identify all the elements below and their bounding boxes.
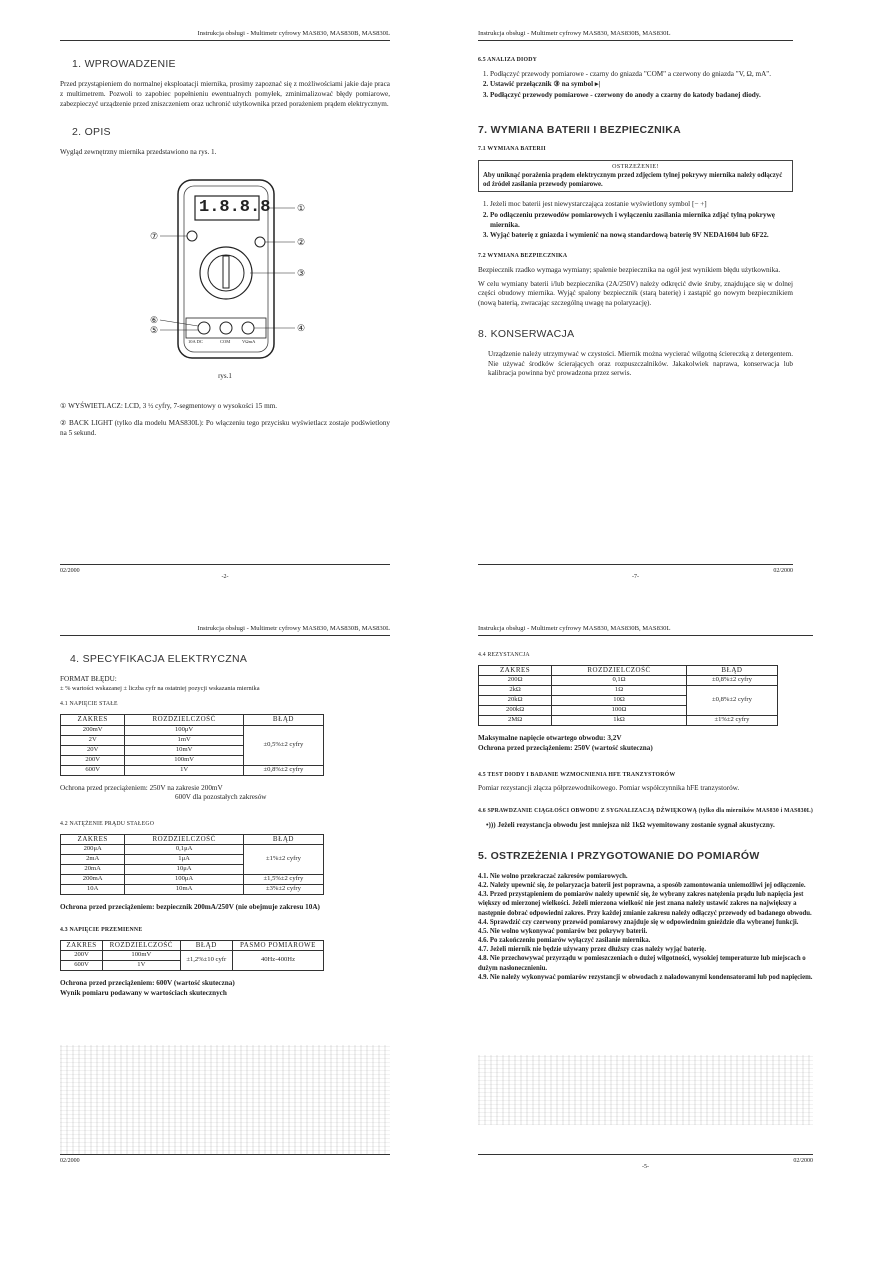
callout-4: ④	[297, 323, 306, 334]
section-title: 1. WPROWADZENIE	[72, 57, 176, 70]
page-footer	[478, 1154, 813, 1170]
warning-box	[478, 160, 793, 192]
list-item: 4.9. Nie należy wykonywać pomiarów rezystancji w obwodach z naładowanymi kondensatorami lub pod napięciem.	[478, 973, 813, 981]
callout-6: ⑥	[150, 315, 159, 326]
cell: 100mV	[125, 755, 244, 765]
subsection-title: 4.3 NAPIĘCIE PRZEMIENNE	[60, 927, 143, 934]
cell: ±1,2%±10 cyfr	[180, 951, 232, 971]
steps-list	[478, 70, 793, 101]
section-title: 4. SPECYFIKACJA ELEKTRYCZNA	[70, 652, 248, 665]
page-footer	[60, 564, 390, 580]
list-item: 2. Po odłączeniu przewodów pomiarowych i wyłączeniu zasilania miernika zdjąć tylną pokrywę miernika.	[490, 211, 793, 230]
cell: 100μV	[125, 725, 244, 735]
cell: ±0,8%±2 cyfry	[686, 676, 777, 686]
cell: 10mA	[125, 885, 244, 895]
paragraph: Wygląd zewnętrzny miernika przedstawiono na rys. 1.	[60, 148, 217, 157]
cell: 600V	[61, 765, 125, 775]
note: Ochrona przed przeciążeniem: 250V (wartość skuteczna)	[478, 743, 653, 752]
cell: 1μA	[125, 855, 244, 865]
col-header: ROZDZIELCZOŚĆ	[103, 940, 181, 950]
section-title: 5. OSTRZEŻENIA I PRZYGOTOWANIE DO POMIARÓW	[478, 849, 760, 862]
page-number: -5-	[642, 1163, 649, 1170]
list-item: 4.2. Należy upewnić się, że polaryzacja baterii jest poprawna, a sposób zamontowania uniemożliwi jej odłączenie.	[478, 881, 806, 889]
table-row	[61, 951, 324, 961]
cell: 2V	[61, 735, 125, 745]
page-header: Instrukcja obsługi - Multimetr cyfrowy MAS830, MAS830B, MAS830L	[60, 30, 390, 41]
page-header: Instrukcja obsługi - Multimetr cyfrowy MAS830, MAS830B, MAS830L	[60, 625, 390, 636]
lcd-readout: 1.8.8.8	[199, 198, 271, 218]
cell: ±0,8%±2 cyfry	[243, 765, 323, 775]
scan-noise	[60, 1045, 390, 1155]
note: Ochrona przed przeciążeniem: 250V na zakresie 200mV	[60, 783, 223, 792]
table-row	[61, 725, 324, 735]
cell: 20mA	[61, 865, 125, 875]
spec-table-acv	[60, 940, 324, 971]
paragraph	[60, 402, 390, 412]
table-row	[61, 885, 324, 895]
note: 600V dla pozostałych zakresów	[175, 793, 267, 802]
footer-date: 02/2000	[793, 1157, 813, 1164]
callout-1: ①	[297, 203, 306, 214]
cell: 1kΩ	[552, 716, 687, 726]
col-header: ZAKRES	[61, 940, 103, 950]
warning-title: OSTRZEŻENIE!	[612, 163, 659, 170]
list-item: 4.5. Nie wolno wykonywać pomiarów bez pokrywy baterii.	[478, 927, 648, 935]
col-header: ROZDZIELCZOŚĆ	[125, 715, 244, 725]
cell: 100Ω	[552, 706, 687, 716]
cell: 200mV	[61, 725, 125, 735]
paragraph: Przed przystąpieniem do normalnej eksploatacji miernika, prosimy zapoznać się z możliwościami jakie daje praca z multimetrem. Pozwoli to zapobiec popełnieniu ewentualnych pomyłek, zminimalizować błędy pomiarowe, zabezpieczyć urządzenie przed zniszczeniem oraz uchronić użytkownika przed porażeniem prądem elektrycznym.	[60, 80, 390, 108]
subsection-title: 7.1 WYMIANA BATERII	[478, 146, 546, 153]
subsection-title: 4.2 NATĘŻENIE PRĄDU STAŁEGO	[60, 821, 155, 828]
figure-caption: rys.1	[218, 372, 232, 381]
list-item: 4.4. Sprawdzić czy czerwony przewód pomiarowy znajduje się w odpowiednim gnieździe dla wybranej funkcji.	[478, 918, 799, 926]
col-header: PASMO POMIAROWE	[232, 940, 323, 950]
cell: 10Ω	[552, 696, 687, 706]
page-2	[60, 30, 391, 580]
col-header: ZAKRES	[479, 665, 552, 675]
cell: 200kΩ	[479, 706, 552, 716]
cell: 10μA	[125, 865, 244, 875]
list-item: 4.7. Jeżeli miernik nie będzie używany przez dłuższy czas należy wyjąć baterię.	[478, 946, 707, 954]
footer-date: 02/2000	[60, 567, 80, 574]
col-header: ROZDZIELCZOŚĆ	[552, 665, 687, 675]
list-item: 4.6. Po zakończeniu pomiarów wyłączyć zasilanie miernika.	[478, 937, 651, 945]
table-row	[479, 676, 778, 686]
col-header: BŁĄD	[243, 834, 323, 844]
cell: ±1%±2 cyfry	[243, 845, 323, 875]
col-header: BŁĄD	[243, 715, 323, 725]
warnings-list	[478, 872, 813, 982]
format-label: FORMAT BŁĘDU:	[60, 675, 117, 684]
spec-table-dcv	[60, 714, 324, 775]
page-5	[478, 625, 814, 1170]
jack-label: COM	[220, 339, 231, 345]
page-number: -7-	[632, 573, 639, 580]
cell: 1Ω	[552, 686, 687, 696]
cell: 0,1Ω	[552, 676, 687, 686]
page-footer	[60, 1154, 390, 1165]
subsection-title: 6.5 ANALIZA DIODY	[478, 56, 537, 63]
cell: 1mV	[125, 735, 244, 745]
spec-table-dca	[60, 834, 324, 895]
cell: 2MΩ	[479, 716, 552, 726]
cell: ±0,5%±2 cyfry	[243, 725, 323, 765]
col-header: ROZDZIELCZOŚĆ	[125, 834, 244, 844]
col-header: BŁĄD	[180, 940, 232, 950]
list-item: 2. Ustawić przełącznik ③ na symbol ▸|	[490, 80, 793, 90]
page-3	[60, 625, 390, 1165]
list-item: 3. Podłączyć przewody pomiarowe - czerwony do anody a czarny do katody badanej diody.	[490, 91, 793, 101]
callout-3: ③	[297, 268, 306, 279]
page-number: -2-	[221, 573, 229, 580]
cell: 40Hz-400Hz	[232, 951, 323, 971]
paragraph: W celu wymiany baterii i/lub bezpiecznika (2A/250V) należy odkręcić dwie śruby, znajdujące się w dolnej części obudowy miernika. Wyjąć spalony bezpiecznik (starą baterię) i zastąpić go nowym bezpiecznikiem (nową baterią, zwracając szczególną uwagę na polaryzację).	[478, 279, 793, 308]
cell: ±0,8%±2 cyfry	[686, 686, 777, 716]
cell: 200μA	[61, 845, 125, 855]
subsection-title: 7.2 WYMIANA BEZPIECZNIKA	[478, 253, 568, 260]
list-item: 1. Jeżeli moc baterii jest niewystarczająca zostanie wyświetlony symbol [− +]	[490, 200, 793, 210]
spec-table-resistance	[478, 665, 778, 726]
cell: 10mV	[125, 745, 244, 755]
list-item: 3. Wyjąć baterię z gniazda i wymienić na nową standardową baterię 9V NEDA1604 lub 6F22.	[490, 231, 793, 241]
cell: 20V	[61, 745, 125, 755]
cell: 2kΩ	[479, 686, 552, 696]
item-text: BACK LIGHT (tylko dla modelu MAS830L): Po włączeniu tego przycisku wyświetlacz zostaje podświetlony na 5 sekund.	[60, 419, 391, 437]
col-header: ZAKRES	[61, 834, 125, 844]
cell: 200Ω	[479, 676, 552, 686]
note: Wynik pomiaru podawany w wartościach skutecznych	[60, 989, 227, 998]
cell: 100μA	[125, 875, 244, 885]
list-item: 4.3. Przed przystąpieniem do pomiarów należy upewnić się, że wybrany zakres natężenia prądu lub napięcia jest większy od mierzonej wielkości. Jeżeli mierzona wielkość nie jest znana należy ustawić zakres na największy a następnie dobrać odpowiedni zakres. Przy każdej zmianie zakresu należy odłączyć przewody od badanego obwodu.	[478, 891, 812, 917]
page-header: Instrukcja obsługi - Multimetr cyfrowy MAS830, MAS830B, MAS830L	[478, 30, 793, 41]
col-header: ZAKRES	[61, 715, 125, 725]
list-item: 1. Podłączyć przewody pomiarowe - czarny do gniazda "COM" a czerwony do gniazda "V, Ω, mA".	[490, 70, 793, 80]
table-row	[61, 765, 324, 775]
table-row	[61, 875, 324, 885]
multimeter-figure	[60, 168, 390, 368]
scan-noise	[478, 1055, 813, 1125]
footer-date: 02/2000	[60, 1157, 80, 1164]
note: Ochrona przed przeciążeniem: bezpiecznik 200mA/250V (nie obejmuje zakresu 10A)	[60, 903, 320, 912]
section-title: 7. WYMIANA BATERII I BEZPIECZNIKA	[478, 123, 681, 136]
section-title: 8. KONSERWACJA	[478, 327, 575, 340]
paragraph: Urządzenie należy utrzymywać w czystości. Miernik można wycierać wilgotną ściereczką z detergentem. Nie używać środków ścierających oraz rozpuszczalników. Jakakolwiek naprawa, konserwacja lub kalibracja powinna być prowadzona przez serwis.	[488, 350, 793, 378]
jack-label: 10A DC	[188, 339, 203, 345]
section-title: 2. OPIS	[72, 126, 111, 139]
callout-7: ⑦	[150, 231, 159, 242]
page-7	[478, 30, 793, 580]
warning-text: Aby uniknąć porażenia prądem elektrycznym przed zdjęciem tylnej pokrywy miernika należy odłączyć od źródeł zasilania przewody pomiarowe.	[483, 171, 783, 189]
subsection-title: 4.5 TEST DIODY I BADANIE WZMOCNIENIA HFE TRANZYSTORÓW	[478, 771, 676, 778]
steps-list	[478, 200, 793, 241]
table-row	[479, 716, 778, 726]
format-text: ± % wartości wskazanej ± liczba cyfr na ostatniej pozycji wskazania miernika	[60, 684, 260, 692]
jack-label: VΩmA	[242, 339, 256, 345]
page-footer	[478, 564, 793, 580]
item-number: ①	[60, 401, 67, 410]
subsection-title: 4.6 SPRAWDZANIE CIĄGŁOŚCI OBWODU Z SYGNALIZACJĄ DŹWIĘKOWĄ (tylko dla mierników MAS830 i MAS830L)	[478, 808, 814, 815]
cell: 10A	[61, 885, 125, 895]
paragraph: Bezpiecznik rzadko wymaga wymiany; spalenie bezpiecznika na ogół jest wynikiem błędu użytkownika.	[478, 265, 781, 274]
cell: 600V	[61, 961, 103, 971]
list-item: 4.8. Nie przechowywać przyrządu w pomieszczeniach o dużej wilgotności, wysokiej temperaturze lub miejscach o dużym nasłonecznieniu.	[478, 955, 806, 972]
callout-5: ⑤	[150, 325, 159, 336]
note: Maksymalne napięcie otwartego obwodu: 3,2V	[478, 734, 622, 743]
footer-date: 02/2000	[773, 567, 793, 574]
page-header: Instrukcja obsługi - Multimetr cyfrowy MAS830, MAS830B, MAS830L	[478, 625, 813, 636]
cell: 0,1μA	[125, 845, 244, 855]
list-item: 4.1. Nie wolno przekraczać zakresów pomiarowych.	[478, 872, 628, 880]
cell: 1V	[125, 765, 244, 775]
paragraph: •))) Jeżeli rezystancja obwodu jest mniejsza niż 1kΩ wyemitowany zostanie sygnał akustyczny.	[486, 820, 775, 829]
item-text: WYŚWIETLACZ: LCD, 3 ½ cyfry, 7-segmentowy o wysokości 15 mm.	[68, 401, 278, 410]
subsection-title: 4.4 REZYSTANCJA	[478, 651, 530, 658]
cell: 20kΩ	[479, 696, 552, 706]
paragraph	[60, 419, 390, 438]
cell: 200V	[61, 755, 125, 765]
cell: 2mA	[61, 855, 125, 865]
cell: 200V	[61, 951, 103, 961]
callout-2: ②	[297, 237, 306, 248]
subsection-title: 4.1 NAPIĘCIE STAŁE	[60, 701, 118, 708]
cell: ±1%±2 cyfry	[686, 716, 777, 726]
paragraph: Pomiar rezystancji złącza półprzewodnikowego. Pomiar współczynnika hFE tranzystorów.	[478, 784, 740, 793]
cell: 200mA	[61, 875, 125, 885]
table-row	[479, 686, 778, 696]
item-number: ②	[60, 419, 67, 428]
col-header: BŁĄD	[686, 665, 777, 675]
cell: 1V	[103, 961, 181, 971]
note: Ochrona przed przeciążeniem: 600V (wartość skuteczna)	[60, 979, 235, 988]
table-row	[61, 845, 324, 855]
cell: 100mV	[103, 951, 181, 961]
cell: ±3%±2 cyfry	[243, 885, 323, 895]
cell: ±1,5%±2 cyfry	[243, 875, 323, 885]
